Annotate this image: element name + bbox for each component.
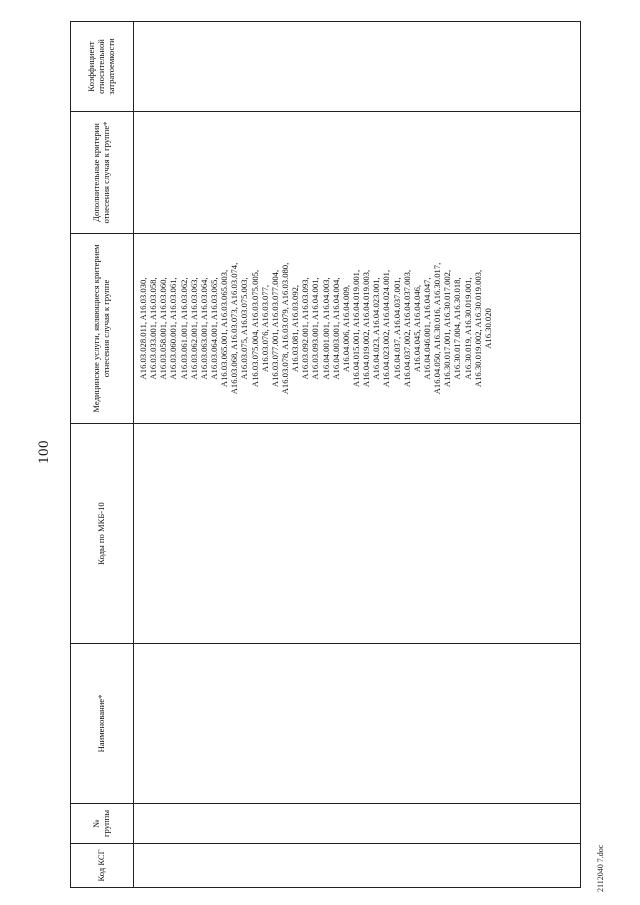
service-code-line: A16.30.019, A16.30.019.001, — [462, 277, 473, 380]
service-code-line: A16.30.019.002, A16.30.019.003, — [472, 269, 483, 388]
service-code-line: A16.04.045, A16.04.046, — [411, 284, 422, 373]
service-code-line: A16.30.017.001, A16.30.017.002, — [442, 269, 453, 388]
service-code-line: A16.04.050, A16.30.016, A16.30.017, — [432, 262, 443, 395]
service-code-line: A16.03.077.001, A16.03.077.004, — [269, 269, 280, 388]
table-header-row — [71, 22, 134, 888]
service-code-line: A16.03.075, A16.03.075.003, — [239, 277, 250, 380]
service-code-line: A16.03.058.001, A16.03.060, — [158, 277, 169, 380]
header-group-no: № группы — [71, 804, 134, 844]
cell-coefficient — [134, 22, 581, 112]
service-code-line: A16.04.001.001, A16.04.003, — [320, 277, 331, 380]
service-code-line: A16.04.015.001, A16.04.019.001, — [350, 269, 361, 388]
rotated-page-content — [30, 12, 610, 892]
service-code-line: A16.04.037, A16.04.037.001, — [391, 277, 402, 380]
service-code-line: A16.03.075.004, A16.03.075.005, — [249, 269, 260, 388]
service-code-line: A16.04.023.002, A16.04.024.001, — [381, 269, 392, 388]
service-code-line: A16.03.060.001, A16.03.061, — [168, 277, 179, 380]
service-code-line: A16.30.020 — [482, 308, 493, 349]
header-name: Наименование* — [71, 644, 134, 804]
cell-code — [134, 844, 581, 888]
service-code-line: A16.03.063.001, A16.03.064, — [198, 277, 209, 380]
service-code-line: A16.03.093.001, A16.04.001, — [310, 277, 321, 380]
header-extra-criteria: Дополнительные критерии отнесения случая к группе* — [71, 112, 134, 234]
service-code-line: A16.30.017.004, A16.30.018, — [452, 277, 463, 380]
service-code-line: A16.03.061.001, A16.03.062, — [178, 277, 189, 380]
service-code-line: A16.04.019.002, A16.04.019.003, — [361, 269, 372, 388]
service-code-line: A16.04.046.001, A16.04.047, — [421, 277, 432, 380]
footer-filename: 2112040 7.doc — [596, 844, 605, 892]
service-code-line: A16.03.064.001, A16.03.065, — [208, 277, 219, 380]
service-code-line: A16.03.092.001, A16.03.093, — [300, 277, 311, 380]
service-code-line: A16.03.078, A16.03.079, A16.03.080, — [279, 262, 290, 395]
cell-group-no — [134, 804, 581, 844]
header-code: Код КСГ — [71, 844, 134, 888]
service-code-line: A16.03.062.001, A16.03.063, — [188, 277, 199, 380]
service-code-line: A16.04.003.001, A16.04.004, — [330, 277, 341, 380]
cell-services — [134, 234, 581, 424]
table-row — [134, 22, 581, 888]
header-coefficient: Коэффициент относительной затратоемкости — [71, 22, 134, 112]
service-code-line: A16.03.076, A16.03.077, — [259, 284, 270, 373]
header-services: Медицинские услуги, являющиеся критерием отнесения случая к группе — [71, 234, 134, 424]
service-code-line: A16.03.028.011, A16.03.030, — [138, 277, 148, 380]
ksg-table — [70, 21, 581, 888]
service-code-line: A16.03.033.001, A16.03.058, — [148, 277, 159, 380]
service-code-line: A16.04.023, A16.04.023.001, — [371, 277, 382, 380]
service-code-line: A16.04.037.002, A16.04.037.003, — [401, 269, 412, 388]
service-code-line: A16.03.081, A16.03.092, — [290, 284, 301, 373]
service-code-line: A16.03.068, A16.03.073, A16.03.074, — [229, 262, 240, 395]
cell-name — [134, 644, 581, 804]
service-code-line: A16.04.006, A16.04.009, — [340, 284, 351, 373]
cell-extra-criteria — [134, 112, 581, 234]
header-icd: Коды по МКБ-10 — [71, 424, 134, 644]
service-code-line: A16.03.065.001, A16.03.065.003, — [219, 269, 230, 388]
cell-icd — [134, 424, 581, 644]
page-number: 100 — [36, 440, 52, 464]
